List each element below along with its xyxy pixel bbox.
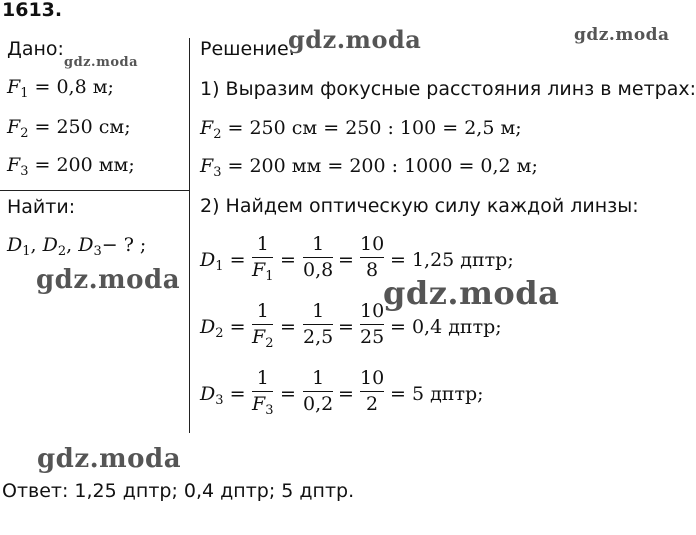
d2-result: = 0,4 дптр; xyxy=(390,316,502,338)
d3-eq-3: = xyxy=(338,383,354,405)
d1-result: = 1,25 дптр; xyxy=(390,249,514,271)
problem-number: 1613. xyxy=(2,0,63,21)
d1-frac-3: 10 8 xyxy=(360,233,385,281)
d2-frac-2: 1 2,5 xyxy=(303,300,334,348)
d3-frac-1: 1 $F_3$ xyxy=(252,367,274,418)
given-f1: $F_1 = 0,8$ м; xyxy=(7,76,114,101)
given-f2: $F_2 = 250$ см; xyxy=(7,116,131,141)
d3-result: = 5 дптр; xyxy=(390,383,484,405)
step1-text: 1) Выразим фокусные расстояния линз в метрах: xyxy=(200,78,696,100)
d2-symbol: $D_2$ = xyxy=(200,316,246,341)
find-values: $D_1$, $D_2$, $D_3-$ ? ; xyxy=(7,234,147,259)
given-f3: $F_3 = 200$ мм; xyxy=(7,154,135,179)
d2-eq-3: = xyxy=(338,316,354,338)
d2-frac-3: 10 25 xyxy=(360,300,385,348)
d1-eq-2: = xyxy=(280,249,296,271)
watermark: gdz.moda xyxy=(64,55,139,70)
d3-frac-2: 1 0,2 xyxy=(303,367,334,415)
convert-f3: $F_3 = 200$ мм = 200 : 1000 = 0,2 м; xyxy=(200,155,538,180)
watermark: gdz.moda xyxy=(37,444,182,474)
d1-frac-2: 1 0,8 xyxy=(303,233,334,281)
given-header: Дано: xyxy=(7,38,64,60)
given-divider xyxy=(0,190,189,191)
find-header: Найти: xyxy=(7,196,76,218)
watermark: gdz.moda xyxy=(574,25,670,45)
d3-eq-2: = xyxy=(280,383,296,405)
d2-eq-2: = xyxy=(280,316,296,338)
d3-symbol: $D_3$ = xyxy=(200,383,246,408)
convert-f2: $F_2 = 250$ см = 250 : 100 = 2,5 м; xyxy=(200,117,522,142)
d2-frac-1: 1 $F_2$ xyxy=(252,300,274,351)
watermark: gdz.moda xyxy=(288,25,422,54)
watermark: gdz.moda xyxy=(383,274,560,312)
d1-frac-1: 1 $F_1$ xyxy=(252,233,274,284)
watermark: gdz.moda xyxy=(36,265,181,295)
answer-line: Ответ: 1,25 дптр; 0,4 дптр; 5 дптр. xyxy=(2,480,355,502)
d1-eq-3: = xyxy=(338,249,354,271)
step2-text: 2) Найдем оптическую силу каждой линзы: xyxy=(200,195,639,217)
d3-frac-3: 10 2 xyxy=(360,367,385,415)
column-divider xyxy=(189,38,190,433)
solution-header: Решение: xyxy=(200,38,296,60)
d1-symbol: $D_1$ = xyxy=(200,249,246,274)
